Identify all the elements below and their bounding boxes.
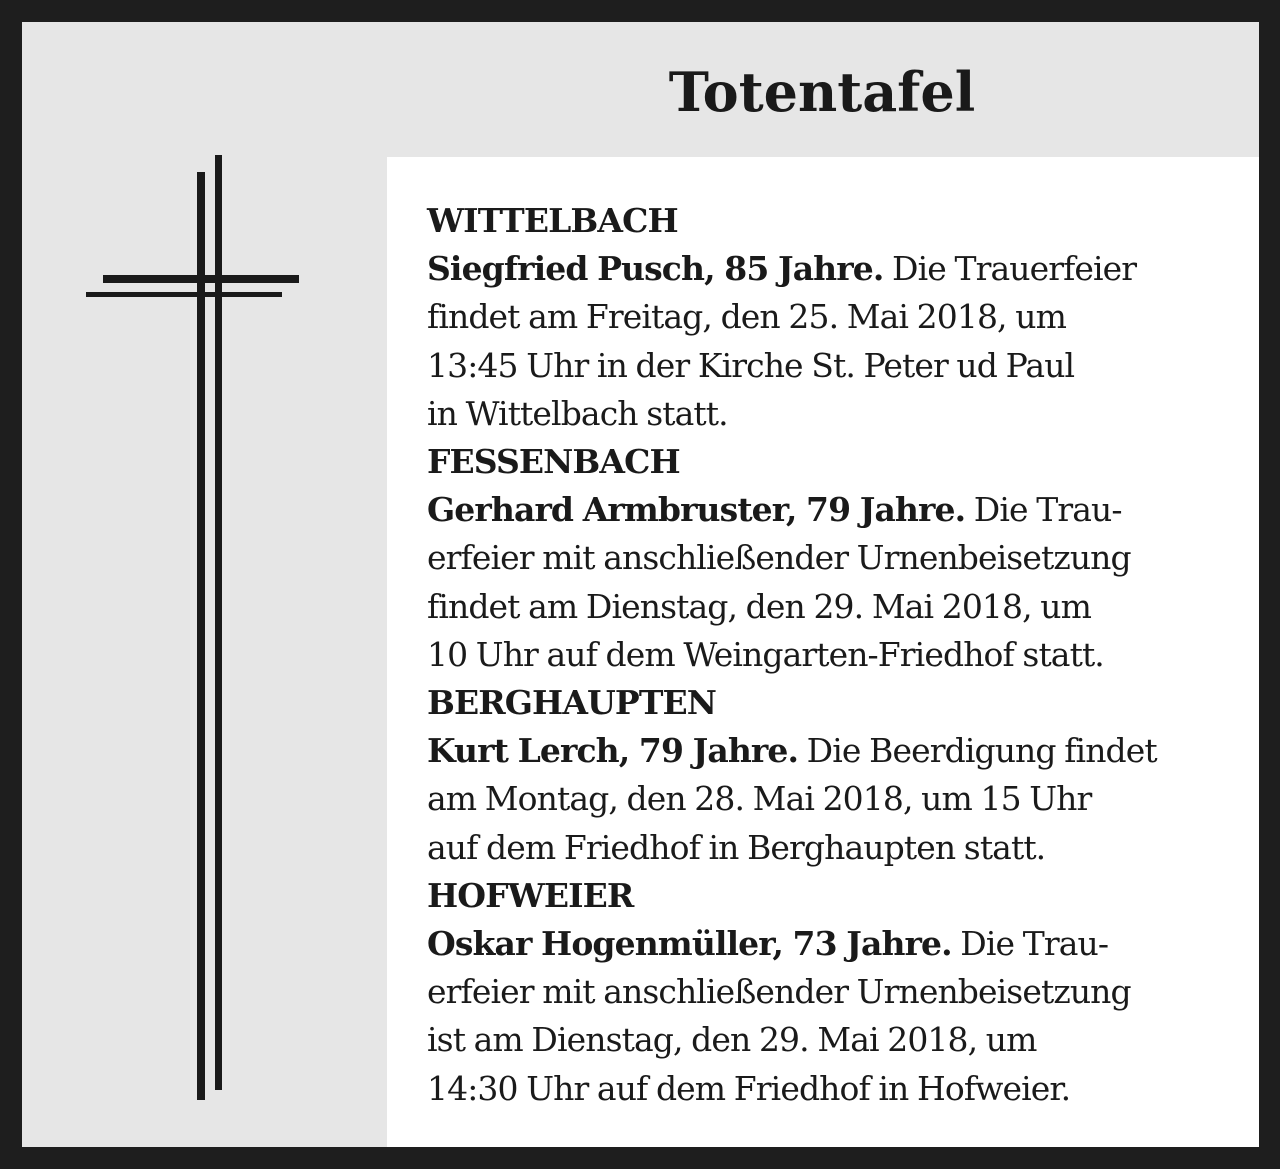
notice-place: BERGHAUPTEN	[427, 683, 717, 723]
notice-text-line: 10 Uhr auf dem Weingarten-Friedhof statt.	[427, 634, 1104, 674]
notice-text-line: auf dem Friedhof in Berghaupten statt.	[427, 827, 1046, 867]
notices-list	[427, 197, 1237, 1113]
notice-first-line	[427, 486, 1237, 534]
notice-item	[427, 197, 1237, 438]
notice-text: Die Trau-	[951, 924, 1109, 964]
notice-name: Gerhard Armbruster, 79 Jahre.	[427, 490, 966, 530]
cross-icon	[22, 22, 387, 1147]
notice-text-line: 13:45 Uhr in der Kirche St. Peter ud Paul	[427, 345, 1075, 385]
page-title: Totentafel	[668, 60, 976, 124]
notice-first-line	[427, 920, 1237, 968]
notice-place: FESSENBACH	[427, 442, 680, 482]
notice-name: Oskar Hogenmüller, 73 Jahre.	[427, 924, 952, 964]
notice-text-line: erfeier mit anschließender Urnenbeisetzung	[427, 538, 1131, 578]
notice-text-line: ist am Dienstag, den 29. Mai 2018, um	[427, 1020, 1037, 1060]
notice-name: Kurt Lerch, 79 Jahre.	[427, 731, 799, 771]
obituary-board	[22, 22, 1259, 1147]
notice-text-line: am Montag, den 28. Mai 2018, um 15 Uhr	[427, 779, 1092, 819]
notice-item	[427, 679, 1237, 872]
notice-place: HOFWEIER	[427, 875, 634, 915]
notice-item	[427, 872, 1237, 1113]
notices-panel	[387, 157, 1259, 1147]
notice-text-line: findet am Dienstag, den 29. Mai 2018, um	[427, 586, 1092, 626]
notice-name: Siegfried Pusch, 85 Jahre.	[427, 249, 884, 289]
notice-text: Die Trau-	[965, 490, 1122, 530]
notice-first-line	[427, 245, 1237, 293]
notice-text-line: 14:30 Uhr auf dem Friedhof in Hofweier.	[427, 1068, 1071, 1108]
notice-first-line	[427, 727, 1237, 775]
notice-text-line: erfeier mit anschließender Urnenbeisetzung	[427, 972, 1131, 1012]
notice-item	[427, 438, 1237, 679]
notice-text-line: findet am Freitag, den 25. Mai 2018, um	[427, 297, 1066, 337]
notice-place: WITTELBACH	[427, 201, 678, 240]
notice-text: Die Beerdigung findet	[798, 731, 1157, 771]
notice-text-line: in Wittelbach statt.	[427, 393, 728, 433]
notice-text: Die Trauerfeier	[883, 249, 1137, 289]
